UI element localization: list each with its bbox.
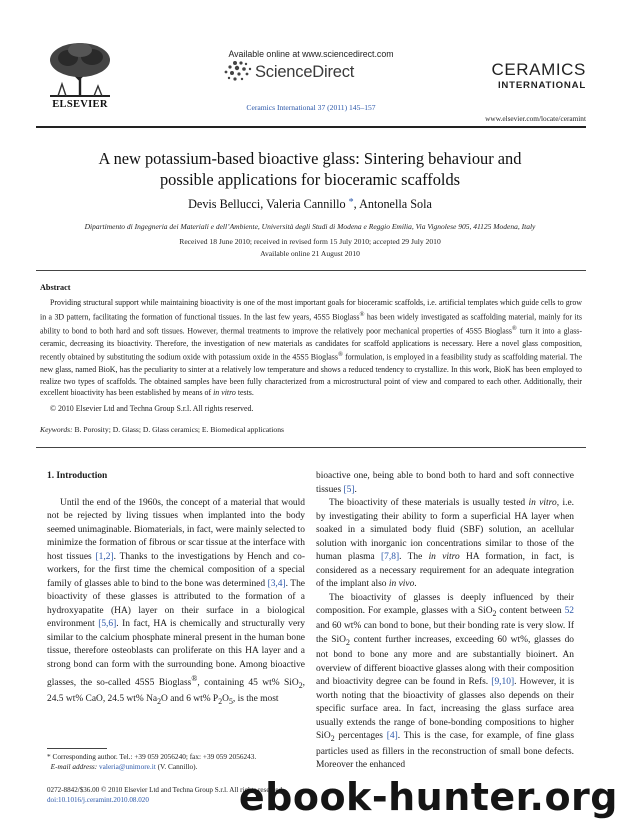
abstract-bottom-rule bbox=[36, 447, 586, 448]
citation-link[interactable]: 52 bbox=[564, 606, 574, 616]
elsevier-tree-logo bbox=[44, 40, 116, 98]
citation-link[interactable]: [7,8] bbox=[381, 552, 400, 562]
article-history bbox=[40, 236, 580, 259]
intro-paragraph-2: The bioactivity of these materials is usually tested in vitro, i.e. by investigating their ability to form a superficial HA layer when soaked in a simulated body fluid (SBF) solution, an acellular solution with inorganic ion concentrations similar to those of the human plasma [7,8]. The in vitro HA formation, in fact, is considered as a necessary requirement for an adequate integration of the implant also in vivo. bbox=[316, 498, 574, 589]
journal-reference-link[interactable]: Ceramics International 37 (2011) 145–157 bbox=[246, 103, 376, 112]
title-line-2: possible applications for bioceramic scaffolds bbox=[159, 170, 461, 189]
corresponding-author-footnote: * Corresponding author. Tel.: +39 059 2056240; fax: +39 059 2056243. E-mail address: valeria@unimore.it (V. Cannillo). bbox=[47, 752, 257, 771]
author-email-link[interactable]: valeria@unimore.it bbox=[99, 762, 156, 771]
author-affiliation: Dipartimento di Ingegneria dei Materiali e dell’Ambiente, Università degli Studi di Modena e Reggio Emilia, Via Vignolese 905, 41125 Modena, Italy bbox=[84, 222, 536, 231]
journal-homepage-link[interactable]: www.elsevier.com/locate/ceramint bbox=[485, 114, 586, 123]
author-list bbox=[40, 197, 580, 212]
watermark-text: ebook-hunter.org bbox=[238, 775, 618, 819]
journal-header bbox=[0, 0, 620, 123]
body-column-left bbox=[47, 470, 305, 708]
intro-paragraph-1: Until the end of the 1960s, the concept of a material that would not be rejected by living tissues when implanted into the body seemed unimaginable. Biomaterials, in fact, were mainly selected to minimize the formation of fibrous or scar tissue at the interface with host tissues [1,2]. Thanks to the investigations by Hench and co-workers, for the first time the chemical composition of a special family of glasses able to bind to the bone was determined [3,4]. The bioactivity of these glasses is attributed to the formation of a hydroxyapatite (HA) layer on their surface in a biological environment [5,6]. In fact, HA is chemically and structurally very similar to the calcium phosphate mineral present in the human bone tissue, therefore osteoblasts can proliferate on this HA layer and a strong bond can form with the surrounding bone. Among bioactive glasses, the so-called 45S5 Bioglass®, containing 45 wt% SiO$_2$, 24.5 wt% CaO, 24.5 wt% $Na_2O$ and 6 wt% $P_2O_5$, is the most bbox=[47, 497, 306, 706]
article-title bbox=[40, 148, 580, 190]
journal-brand-international: INTERNATIONAL bbox=[497, 80, 586, 91]
intro-paragraph-3: The bioactivity of glasses is deeply influenced by their composition. For example, glasses with a SiO$_2$ content between 52 and 60 wt% can bond to bone, but their bonding rate is very slow. If the SiO$_2$ content further increases, exceeding 60 wt%, glasses do not bond to bone any more and are substantially bioinert. An overview of different bioactive glasses along with their composition and bioactivity degree can be found in Refs. [9,10]. However, it is worth noting that the bioactivity of glasses also depends on their specific surface area. In fact, increasing the glass surface area usually extends the range of bone-bonding compositions to higher SiO$_2$ percentages [4]. This is the case, for example, of fine glass particles used as fillers in the reconstruction of small bone defects. Moreover the enhanced bbox=[316, 592, 575, 771]
corresponding-author-link[interactable]: * bbox=[348, 197, 354, 208]
abstract-heading: Abstract bbox=[40, 283, 71, 292]
keywords-list: B. Porosity; D. Glass; D. Glass ceramics; E. Biomedical applications bbox=[72, 425, 284, 434]
sciencedirect-dots-icon bbox=[221, 60, 253, 82]
sciencedirect-logo-text: ScienceDirect bbox=[255, 63, 355, 81]
citation-link[interactable]: [5] bbox=[343, 484, 355, 495]
header-rule bbox=[36, 126, 586, 128]
doi-link[interactable]: doi:10.1016/j.ceramint.2010.08.020 bbox=[47, 796, 149, 804]
intro-paragraph-1-cont: bioactive one, being able to bond both to hard and soft connective tissues [5]. bbox=[316, 471, 574, 495]
abstract-copyright: © 2010 Elsevier Ltd and Techna Group S.r.l. All rights reserved. bbox=[50, 404, 254, 413]
keywords bbox=[40, 425, 582, 434]
issn-copyright: 0272-8842/$36.00 © 2010 Elsevier Ltd and Techna Group S.r.l. All rights reserved. bbox=[47, 786, 284, 794]
abstract-top-rule bbox=[36, 270, 586, 271]
citation-link[interactable]: [3,4] bbox=[267, 578, 286, 589]
publisher-name: ELSEVIER bbox=[52, 99, 108, 110]
title-line-1: A new potassium-based bioactive glass: Sintering behaviour and bbox=[98, 149, 522, 168]
keywords-label: Keywords: bbox=[40, 425, 73, 434]
available-online-date: Available online 21 August 2010 bbox=[260, 248, 360, 258]
section-heading-introduction: 1. Introduction bbox=[47, 471, 108, 481]
author-bellucci: Devis Bellucci, bbox=[188, 197, 267, 211]
citation-link[interactable]: [5,6] bbox=[98, 619, 117, 629]
author-cannillo: Valeria Cannillo bbox=[266, 197, 349, 211]
citation-link[interactable]: [1,2] bbox=[95, 551, 114, 562]
journal-brand-ceramics: CERAMICS bbox=[491, 60, 586, 79]
citation-link[interactable]: [9,10] bbox=[491, 677, 515, 688]
footnote-rule bbox=[47, 748, 107, 749]
available-online-note: Available online at www.sciencedirect.com bbox=[228, 49, 394, 59]
citation-link[interactable]: [4] bbox=[386, 731, 398, 742]
abstract-text: Providing structural support while maintaining bioactivity is one of the most important goals for bioceramic scaffolds, i.e. artificial templates which guide cells to grow in a 3D pattern, facilitating the formation of functional tissues. In the last few years, 45S5 Bioglass® has been widely investigated as scaffolding material, mainly for its ability to bond to both hard and soft tissues. However, thermal treatments to improve the relatively poor mechanical properties of 45S5 Bioglass® turn it into a glass-ceramic, decreasing its bioactivity. Therefore, the investigation of new materials as candidates for scaffold applications is necessary. Here a novel glass composition, recently obtained by substituting the sodium oxide with potassium oxide in the 45S5 Bioglass® formulation, is employed in a feasibility study as scaffolding material. The new glass, named BioK, has the peculiarity to sinter at a relatively low temperature and shows a reduced tendency to crystallize. In this work, BioK has been employed to realize two types of scaffolds. The obtained samples have been fully characterized from a microstructural point of view and compared to each other. Additionally, their excellent bioactivity has been established by means of in vitro tests. bbox=[40, 298, 582, 398]
body-column-right bbox=[316, 470, 574, 773]
received-dates: Received 18 June 2010; received in revised form 15 July 2010; accepted 29 July 2010 bbox=[179, 237, 441, 246]
author-sola: , Antonella Sola bbox=[353, 197, 432, 211]
